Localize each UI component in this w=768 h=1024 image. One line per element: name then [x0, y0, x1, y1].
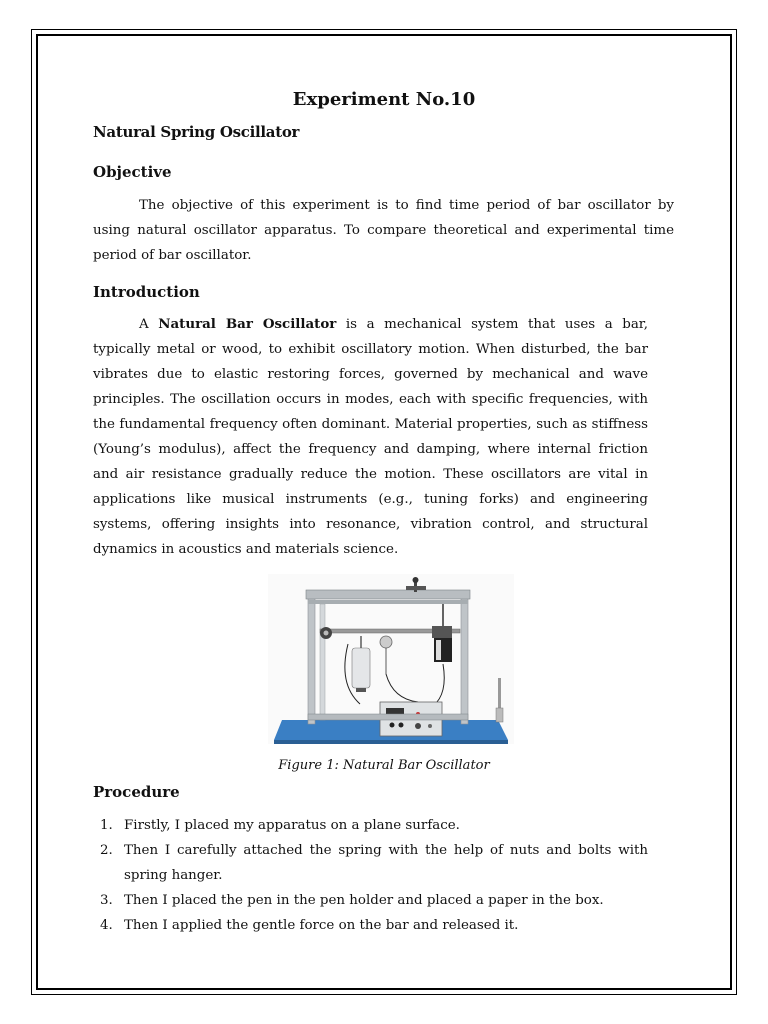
procedure-step: [93, 913, 648, 938]
step-number: 4.: [100, 918, 113, 933]
figure-caption: Figure 1: Natural Bar Oscillator: [278, 758, 490, 773]
step-text: Firstly, I placed my apparatus on a plane surface.: [124, 818, 460, 833]
introduction-bold-term: Natural Bar Oscillator: [158, 316, 337, 332]
introduction-paragraph: [93, 312, 648, 562]
procedure-heading: Procedure: [93, 783, 180, 801]
step-text: Then I applied the gentle force on the bar and released it.: [124, 918, 519, 933]
introduction-lead: A: [139, 317, 159, 332]
procedure-step: [93, 838, 648, 888]
step-number: 2.: [100, 843, 113, 858]
step-number: 1.: [100, 818, 113, 833]
oscillator-figure-image: [268, 574, 514, 744]
step-number: 3.: [100, 893, 113, 908]
lab-apparatus-photo-icon: [268, 574, 514, 744]
objective-text: The objective of this experiment is to find time period of bar oscillator by using natural oscillator apparatus. To compare theoretical and experimental time period of bar oscillator.: [93, 198, 674, 263]
introduction-text: is a mechanical system that uses a bar, typically metal or wood, to exhibit oscillatory motion. When disturbed, the bar vibrates due to elastic restoring forces, governed by mechanical and wave principles. The oscillation occurs in modes, each with specific frequencies, with the fundamental frequency often dominant. Material properties, such as stiffness (Young’s modulus), affect the frequency and damping, where internal friction and air resistance gradually reduce the motion. These oscillators are vital in applications like musical instruments (e.g., tuning forks) and engineering systems, offering insights into resonance, vibration control, and structural dynamics in acoustics and materials science.: [93, 317, 648, 557]
objective-paragraph: [93, 193, 674, 268]
procedure-list: [93, 813, 648, 938]
step-text: Then I carefully attached the spring with the help of nuts and bolts with spring hanger.: [124, 843, 648, 883]
objective-heading: Objective: [93, 163, 172, 181]
introduction-heading: Introduction: [93, 283, 200, 301]
procedure-step: [93, 888, 648, 913]
procedure-step: [93, 813, 648, 838]
step-text: Then I placed the pen in the pen holder and placed a paper in the box.: [124, 893, 604, 908]
page-title: Experiment No.10: [292, 89, 476, 110]
experiment-subtitle: Natural Spring Oscillator: [93, 123, 300, 141]
